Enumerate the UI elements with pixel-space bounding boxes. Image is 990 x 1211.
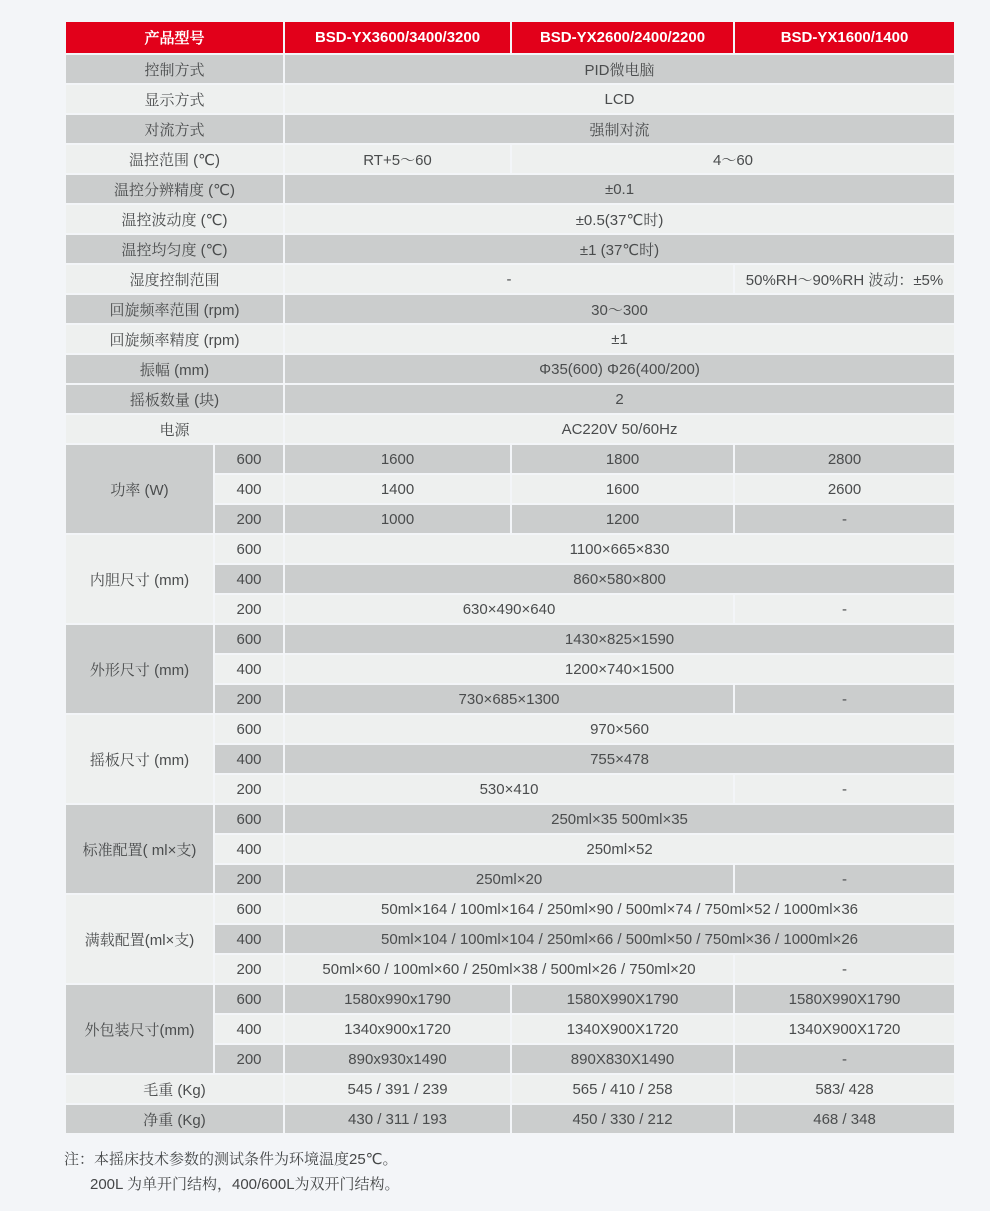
group-label-inner-size: 内胆尺寸 (mm) <box>66 535 213 623</box>
size-cell: 600 <box>215 985 283 1013</box>
size-cell: 200 <box>215 595 283 623</box>
spec-row-power-supply <box>66 415 954 443</box>
spec-value-control: PID微电脑 <box>285 55 954 83</box>
spec-label-temp-fluctuation: 温控波动度 (℃) <box>66 205 283 233</box>
spec-label-gross-weight: 毛重 (Kg) <box>66 1075 283 1103</box>
size-cell: 600 <box>215 445 283 473</box>
size-cell: 200 <box>215 775 283 803</box>
gross-weight-2: 565 / 410 / 258 <box>512 1075 733 1103</box>
net-weight-row <box>66 1105 954 1133</box>
full-config-200-last: - <box>735 955 954 983</box>
package-600-3: 1580X990X1790 <box>735 985 954 1013</box>
size-cell: 400 <box>215 1015 283 1043</box>
spec-value-speed-range: 30～300 <box>285 295 954 323</box>
full-config-200: 50ml×60 / 100ml×60 / 250ml×38 / 500ml×26 / 750ml×20 <box>285 955 733 983</box>
spec-row-amplitude <box>66 355 954 383</box>
footnote-line-2: 200L 为单开门结构，400/600L为双开门结构。 <box>90 1175 400 1193</box>
group-label-full-config: 满载配置(ml×支) <box>66 895 213 983</box>
size-cell: 400 <box>215 745 283 773</box>
spec-row-temp-uniformity <box>66 235 954 263</box>
size-cell: 400 <box>215 565 283 593</box>
spec-value-temp-resolution: ±0.1 <box>285 175 954 203</box>
gross-weight-3: 583/ 428 <box>735 1075 954 1103</box>
spec-value-convection: 强制对流 <box>285 115 954 143</box>
header-model-2: BSD-YX2600/2400/2200 <box>512 22 733 53</box>
net-weight-2: 450 / 330 / 212 <box>512 1105 733 1133</box>
size-cell: 200 <box>215 505 283 533</box>
package-400-3: 1340X900X1720 <box>735 1015 954 1043</box>
spec-row-convection <box>66 115 954 143</box>
inner-size-200-last: - <box>735 595 954 623</box>
footnote <box>64 1148 400 1198</box>
spec-label-display: 显示方式 <box>66 85 283 113</box>
spec-label-temp-resolution: 温控分辨精度 (℃) <box>66 175 283 203</box>
power-400-3: 2600 <box>735 475 954 503</box>
std-config-400: 250ml×52 <box>285 835 954 863</box>
power-600-1: 1600 <box>285 445 510 473</box>
header-model-1: BSD-YX3600/3400/3200 <box>285 22 510 53</box>
spec-row-temp-fluctuation <box>66 205 954 233</box>
spec-value-temp-fluctuation: ±0.5(37℃时) <box>285 205 954 233</box>
spec-row-humidity <box>66 265 954 293</box>
spec-value-temp-uniformity: ±1 (37℃时) <box>285 235 954 263</box>
size-cell: 600 <box>215 625 283 653</box>
power-600-3: 2800 <box>735 445 954 473</box>
spec-value-amplitude: Φ35(600) Φ26(400/200) <box>285 355 954 383</box>
tray-size-200: 530×410 <box>285 775 733 803</box>
spec-value-temp-range-1: RT+5～60 <box>285 145 510 173</box>
outer-size-400: 1200×740×1500 <box>285 655 954 683</box>
spec-row-speed-accuracy <box>66 325 954 353</box>
size-cell: 400 <box>215 475 283 503</box>
size-cell: 400 <box>215 835 283 863</box>
full-config-400: 50ml×104 / 100ml×104 / 250ml×66 / 500ml×50 / 750ml×36 / 1000ml×26 <box>285 925 954 953</box>
std-config-row-600 <box>66 805 954 833</box>
power-600-2: 1800 <box>512 445 733 473</box>
tray-size-200-last: - <box>735 775 954 803</box>
spec-label-convection: 对流方式 <box>66 115 283 143</box>
spec-value-humidity-3: 50%RH～90%RH 波动：±5% <box>735 265 954 293</box>
outer-size-600: 1430×825×1590 <box>285 625 954 653</box>
size-cell: 600 <box>215 715 283 743</box>
spec-value-tray-count: 2 <box>285 385 954 413</box>
spec-value-power-supply: AC220V 50/60Hz <box>285 415 954 443</box>
spec-label-net-weight: 净重 (Kg) <box>66 1105 283 1133</box>
power-400-2: 1600 <box>512 475 733 503</box>
group-label-package-size: 外包装尺寸(mm) <box>66 985 213 1073</box>
spec-row-display <box>66 85 954 113</box>
spec-label-power-supply: 电源 <box>66 415 283 443</box>
spec-row-control <box>66 55 954 83</box>
package-600-1: 1580x990x1790 <box>285 985 510 1013</box>
package-200-1: 890x930x1490 <box>285 1045 510 1073</box>
group-label-std-config: 标准配置( ml×支) <box>66 805 213 893</box>
inner-size-400: 860×580×800 <box>285 565 954 593</box>
full-config-600: 50ml×164 / 100ml×164 / 250ml×90 / 500ml×74 / 750ml×52 / 1000ml×36 <box>285 895 954 923</box>
power-200-2: 1200 <box>512 505 733 533</box>
spec-label-amplitude: 振幅 (mm) <box>66 355 283 383</box>
power-200-1: 1000 <box>285 505 510 533</box>
spec-value-display: LCD <box>285 85 954 113</box>
spec-label-tray-count: 摇板数量 (块) <box>66 385 283 413</box>
size-cell: 200 <box>215 685 283 713</box>
spec-row-tray-count <box>66 385 954 413</box>
package-200-2: 890X830X1490 <box>512 1045 733 1073</box>
spec-label-speed-accuracy: 回旋频率精度 (rpm) <box>66 325 283 353</box>
power-200-3: - <box>735 505 954 533</box>
package-400-2: 1340X900X1720 <box>512 1015 733 1043</box>
group-label-power: 功率 (W) <box>66 445 213 533</box>
size-cell: 600 <box>215 535 283 563</box>
spec-value-speed-accuracy: ±1 <box>285 325 954 353</box>
spec-value-temp-range-23: 4～60 <box>512 145 954 173</box>
outer-size-200: 730×685×1300 <box>285 685 733 713</box>
inner-size-600: 1100×665×830 <box>285 535 954 563</box>
tray-size-400: 755×478 <box>285 745 954 773</box>
size-cell: 200 <box>215 1045 283 1073</box>
group-label-outer-size: 外形尺寸 (mm) <box>66 625 213 713</box>
std-config-600: 250ml×35 500ml×35 <box>285 805 954 833</box>
package-200-3: - <box>735 1045 954 1073</box>
net-weight-3: 468 / 348 <box>735 1105 954 1133</box>
package-size-row-600 <box>66 985 954 1013</box>
size-cell: 400 <box>215 925 283 953</box>
gross-weight-row <box>66 1075 954 1103</box>
spec-label-humidity: 湿度控制范围 <box>66 265 283 293</box>
spec-label-temp-range: 温控范围 (℃) <box>66 145 283 173</box>
outer-size-200-last: - <box>735 685 954 713</box>
power-400-1: 1400 <box>285 475 510 503</box>
spec-label-speed-range: 回旋频率范围 (rpm) <box>66 295 283 323</box>
outer-size-row-600 <box>66 625 954 653</box>
spec-row-temp-range <box>66 145 954 173</box>
std-config-200: 250ml×20 <box>285 865 733 893</box>
header-product-model-label: 产品型号 <box>66 22 283 53</box>
size-cell: 200 <box>215 865 283 893</box>
size-cell: 600 <box>215 895 283 923</box>
tray-size-600: 970×560 <box>285 715 954 743</box>
package-600-2: 1580X990X1790 <box>512 985 733 1013</box>
full-config-row-600 <box>66 895 954 923</box>
spec-table <box>64 20 956 1135</box>
size-cell: 200 <box>215 955 283 983</box>
group-label-tray-size: 摇板尺寸 (mm) <box>66 715 213 803</box>
power-row-600 <box>66 445 954 473</box>
table-header-row <box>66 22 954 53</box>
header-model-3: BSD-YX1600/1400 <box>735 22 954 53</box>
inner-size-200: 630×490×640 <box>285 595 733 623</box>
size-cell: 400 <box>215 655 283 683</box>
gross-weight-1: 545 / 391 / 239 <box>285 1075 510 1103</box>
spec-label-temp-uniformity: 温控均匀度 (℃) <box>66 235 283 263</box>
footnote-line-1: 注：本摇床技术参数的测试条件为环境温度25℃。 <box>64 1151 398 1168</box>
tray-size-row-600 <box>66 715 954 743</box>
spec-row-speed-range <box>66 295 954 323</box>
package-400-1: 1340x900x1720 <box>285 1015 510 1043</box>
inner-size-row-600 <box>66 535 954 563</box>
std-config-200-last: - <box>735 865 954 893</box>
spec-row-temp-resolution <box>66 175 954 203</box>
spec-value-humidity-12: - <box>285 265 733 293</box>
net-weight-1: 430 / 311 / 193 <box>285 1105 510 1133</box>
size-cell: 600 <box>215 805 283 833</box>
spec-label-control: 控制方式 <box>66 55 283 83</box>
